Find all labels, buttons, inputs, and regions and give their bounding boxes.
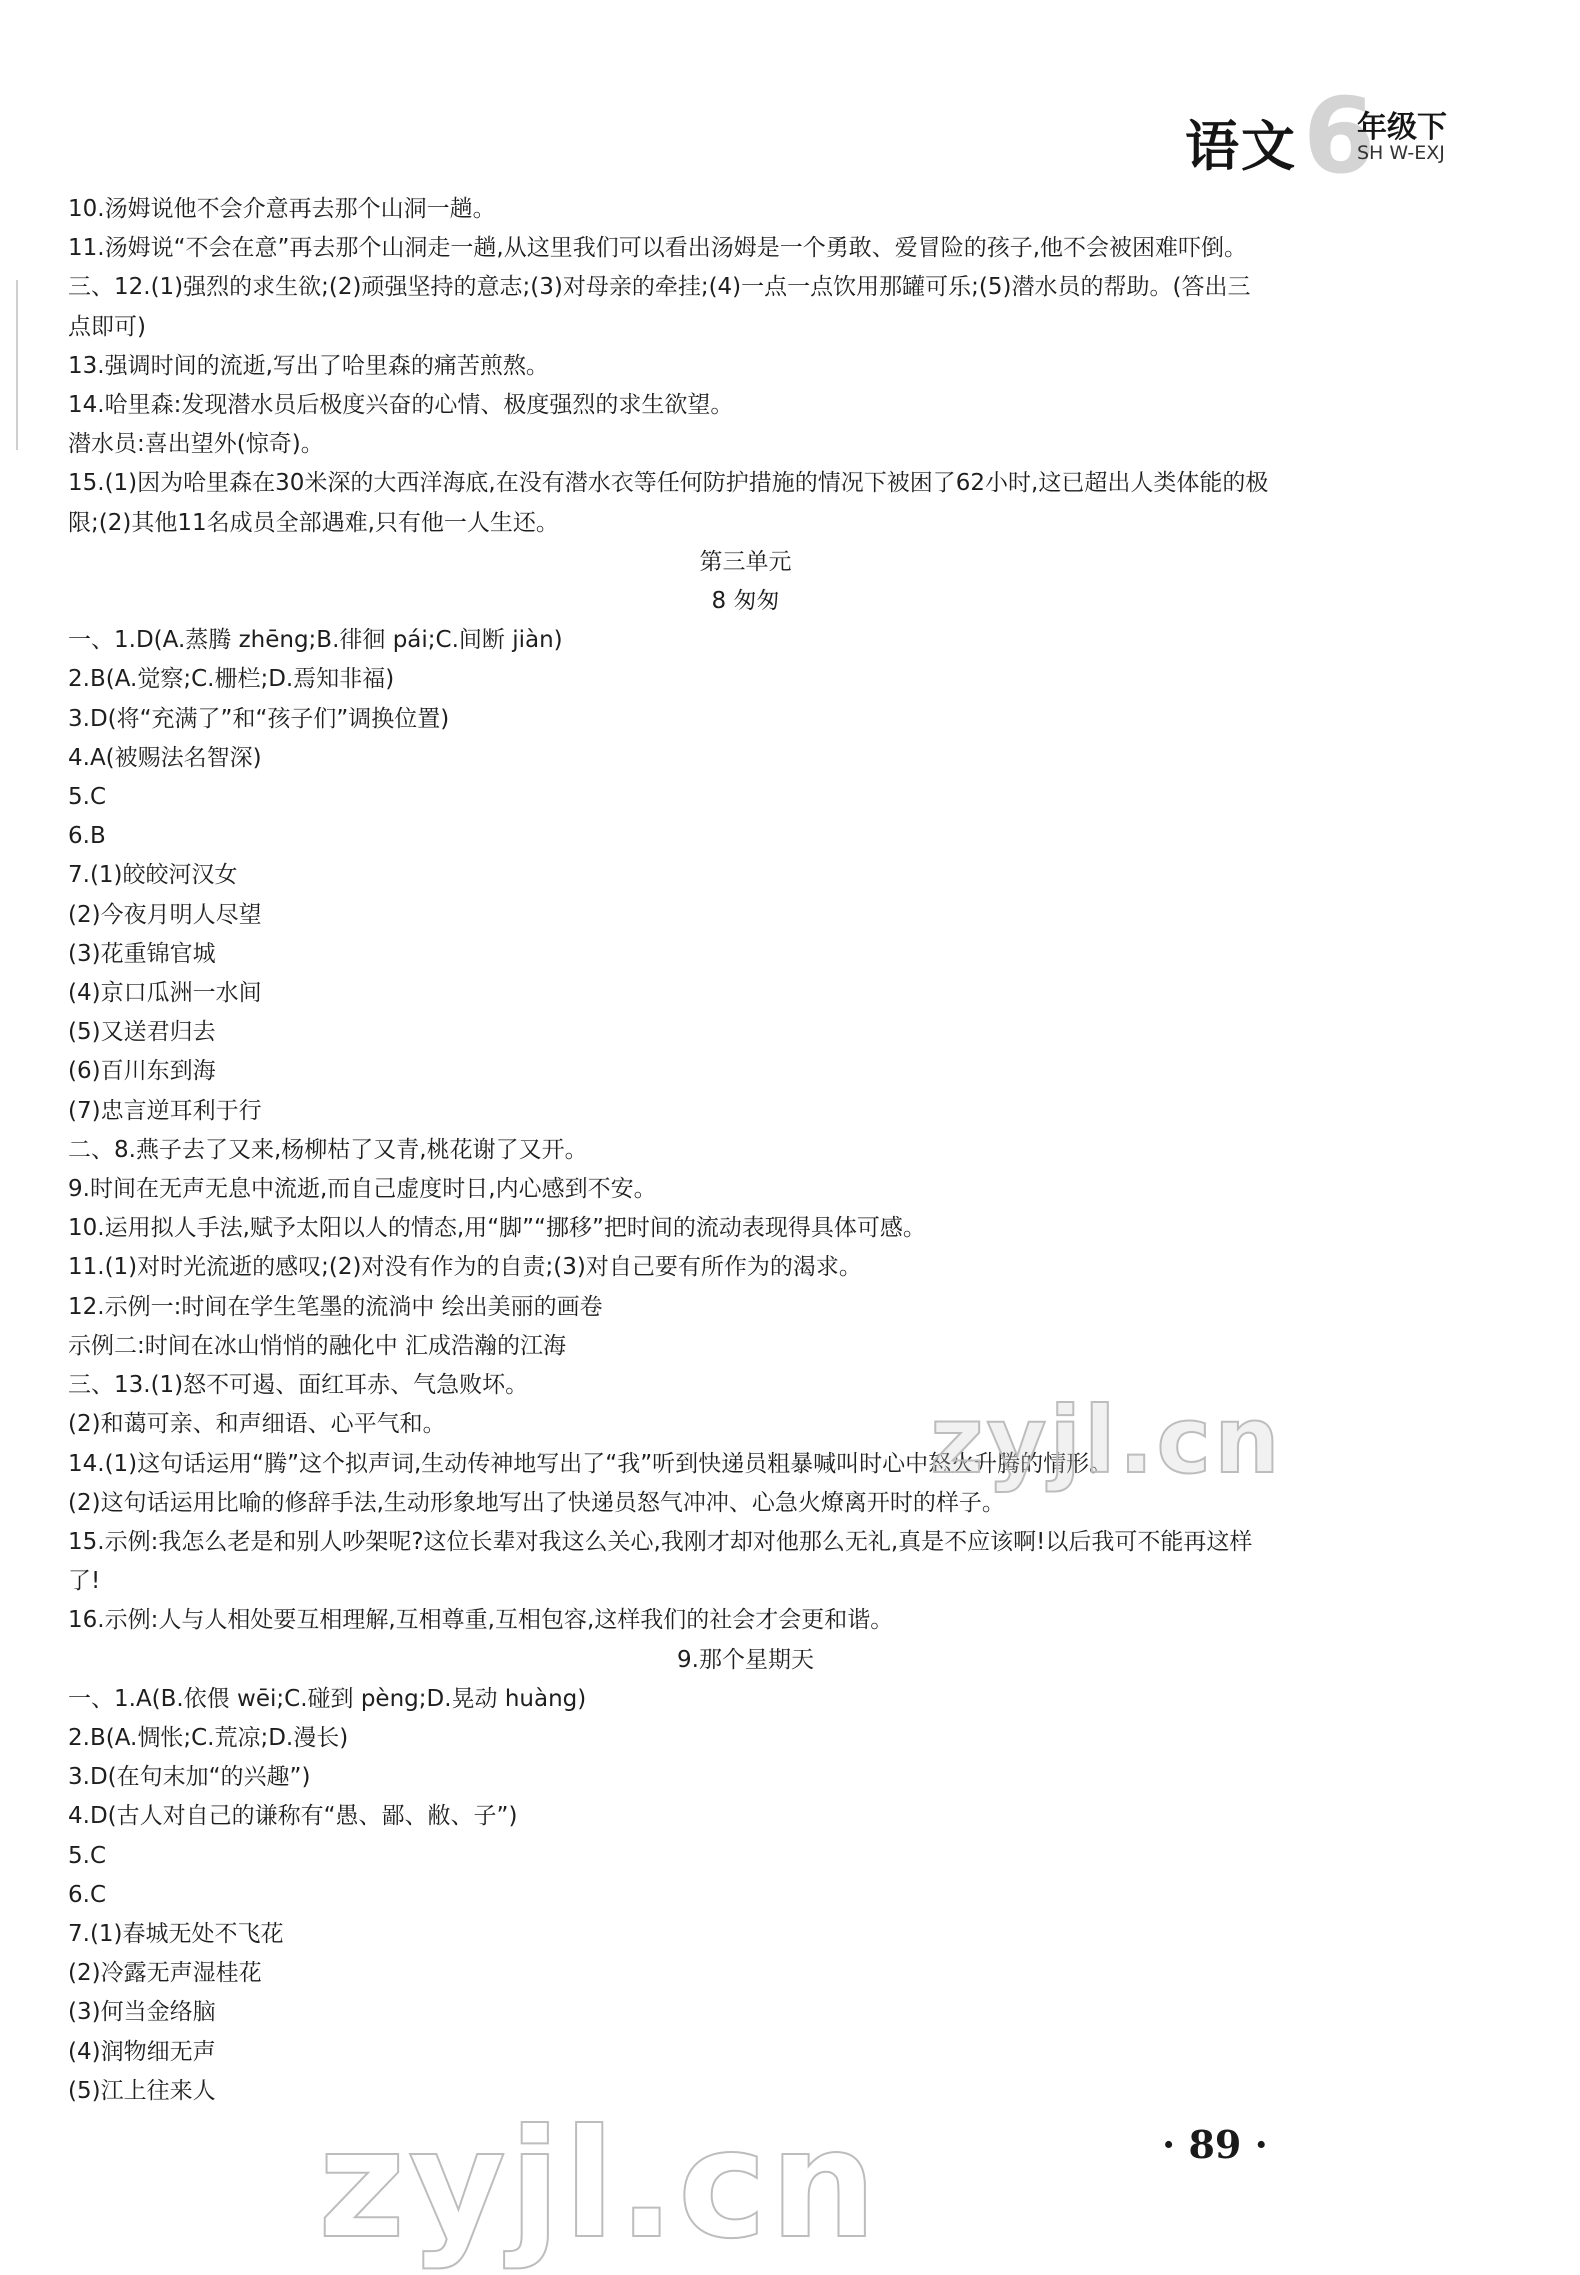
answer-line: (4)京口瓜洲一水间 bbox=[68, 980, 262, 1007]
answer-line: 点即可) bbox=[68, 313, 146, 340]
answer-line: 三、13.(1)怒不可遏、面红耳赤、气急败坏。 bbox=[68, 1372, 529, 1399]
answer-line: 11.(1)对时光流逝的感叹;(2)对没有作为的自责;(3)对自己要有所作为的渴求。 bbox=[68, 1254, 862, 1281]
series-code: SH W-EXJ bbox=[1357, 142, 1445, 164]
answer-line: 12.示例一:时间在学生笔墨的流淌中 绘出美丽的画卷 bbox=[68, 1293, 603, 1320]
answer-line: 14.(1)这句话运用“腾”这个拟声词,生动传神地写出了“我”听到快递员粗暴喊叫时心中怒火升腾的情形。 bbox=[68, 1450, 1113, 1477]
answer-line: 7.(1)皎皎河汉女 bbox=[68, 862, 238, 889]
answer-line: 11.汤姆说“不会在意”再去那个山洞走一趟,从这里我们可以看出汤姆是一个勇敢、爱冒险的孩子,他不会被困难吓倒。 bbox=[68, 235, 1248, 262]
answer-line: 6.C bbox=[68, 1881, 107, 1908]
answer-line: 二、8.燕子去了又来,杨柳枯了又青,桃花谢了又开。 bbox=[68, 1136, 588, 1163]
answer-line: 3.D(将“充满了”和“孩子们”调换位置) bbox=[68, 705, 450, 732]
answer-line: 10.汤姆说他不会介意再去那个山洞一趟。 bbox=[68, 196, 496, 222]
watermark-bottom: zyjl.cn bbox=[318, 2098, 880, 2272]
answer-line: (3)花重锦官城 bbox=[68, 940, 216, 967]
section-heading: 8 匆匆 bbox=[711, 588, 780, 615]
answer-line: 5.C bbox=[68, 784, 107, 811]
answer-line: (7)忠言逆耳利于行 bbox=[68, 1097, 262, 1124]
answer-line: 2.B(A.惆怅;C.荒凉;D.漫长) bbox=[68, 1724, 349, 1751]
page-number: · 89 · bbox=[1162, 2122, 1268, 2167]
answer-line: (4)润物细无声 bbox=[68, 2038, 216, 2065]
answer-line: 13.强调时间的流逝,写出了哈里森的痛苦煎熬。 bbox=[68, 352, 549, 379]
answer-line: 15.(1)因为哈里森在30米深的大西洋海底,在没有潜水衣等任何防护措施的情况下被困了62小时,这已超出人类体能的极 bbox=[68, 470, 1269, 497]
answer-line: 15.示例:我怎么老是和别人吵架呢?这位长辈对我这么关心,我刚才却对他那么无礼,真是不应该啊!以后我可不能再这样 bbox=[68, 1528, 1253, 1555]
watermark-middle: zyjl.cn bbox=[930, 1387, 1283, 1494]
grade-digit: 6 bbox=[1303, 75, 1376, 197]
answer-line: 2.B(A.觉察;C.栅栏;D.焉知非福) bbox=[68, 666, 395, 693]
answer-line: (3)何当金络脑 bbox=[68, 1999, 216, 2026]
answer-line: 三、12.(1)强烈的求生欲;(2)顽强坚持的意志;(3)对母亲的牵挂;(4)一点一点饮用那罐可乐;(5)潜水员的帮助。(答出三 bbox=[68, 274, 1251, 301]
answer-line: 示例二:时间在冰山悄悄的融化中 汇成浩瀚的江海 bbox=[68, 1332, 567, 1359]
answer-line: (6)百川东到海 bbox=[68, 1058, 216, 1085]
answer-line: (5)江上往来人 bbox=[68, 2077, 216, 2104]
answer-line: (2)冷露无声湿桂花 bbox=[68, 1960, 262, 1987]
answer-line: 限;(2)其他11名成员全部遇难,只有他一人生还。 bbox=[68, 509, 559, 536]
answer-line: 5.C bbox=[68, 1842, 107, 1869]
section-heading: 第三单元 bbox=[699, 548, 792, 575]
answer-line: 了! bbox=[68, 1568, 101, 1595]
answer-line: (2)这句话运用比喻的修辞手法,生动形象地写出了快递员怒气冲冲、心急火燎离开时的样子。 bbox=[68, 1489, 1005, 1516]
answer-line: (2)和蔼可亲、和声细语、心平气和。 bbox=[68, 1411, 446, 1438]
answer-line: 3.D(在句末加“的兴趣”) bbox=[68, 1764, 311, 1791]
answer-line: 4.A(被赐法名智深) bbox=[68, 744, 262, 771]
answer-line: 4.D(古人对自己的谦称有“愚、鄙、敝、子”) bbox=[68, 1803, 518, 1830]
subject-title: 语文 bbox=[1185, 114, 1297, 178]
answer-line: 14.哈里森:发现潜水员后极度兴奋的心情、极度强烈的求生欲望。 bbox=[68, 392, 734, 419]
answer-line: 6.B bbox=[68, 823, 106, 850]
page-header bbox=[1185, 75, 1485, 197]
answer-line: (5)又送君归去 bbox=[68, 1019, 216, 1046]
section-heading: 9.那个星期天 bbox=[677, 1646, 814, 1673]
answer-line: 16.示例:人与人相处要互相理解,互相尊重,互相包容,这样我们的社会才会更和谐。 bbox=[68, 1607, 894, 1634]
answer-text-body bbox=[68, 190, 1423, 2111]
grade-label: 年级下 bbox=[1357, 110, 1447, 145]
answer-line: 7.(1)春城无处不飞花 bbox=[68, 1920, 284, 1947]
answer-line: 潜水员:喜出望外(惊奇)。 bbox=[68, 431, 324, 458]
answer-line: 一、1.A(B.依偎 wēi;C.碰到 pèng;D.晃动 huàng) bbox=[68, 1685, 587, 1712]
answer-line: 9.时间在无声无息中流逝,而自己虚度时日,内心感到不安。 bbox=[68, 1176, 657, 1203]
scan-edge-mark bbox=[16, 280, 18, 450]
answer-line: 一、1.D(A.蒸腾 zhēng;B.徘徊 pái;C.间断 jiàn) bbox=[68, 627, 563, 654]
answer-line: 10.运用拟人手法,赋予太阳以人的情态,用“脚”“挪移”把时间的流动表现得具体可感。 bbox=[68, 1215, 926, 1242]
answer-line: (2)今夜月明人尽望 bbox=[68, 901, 262, 928]
